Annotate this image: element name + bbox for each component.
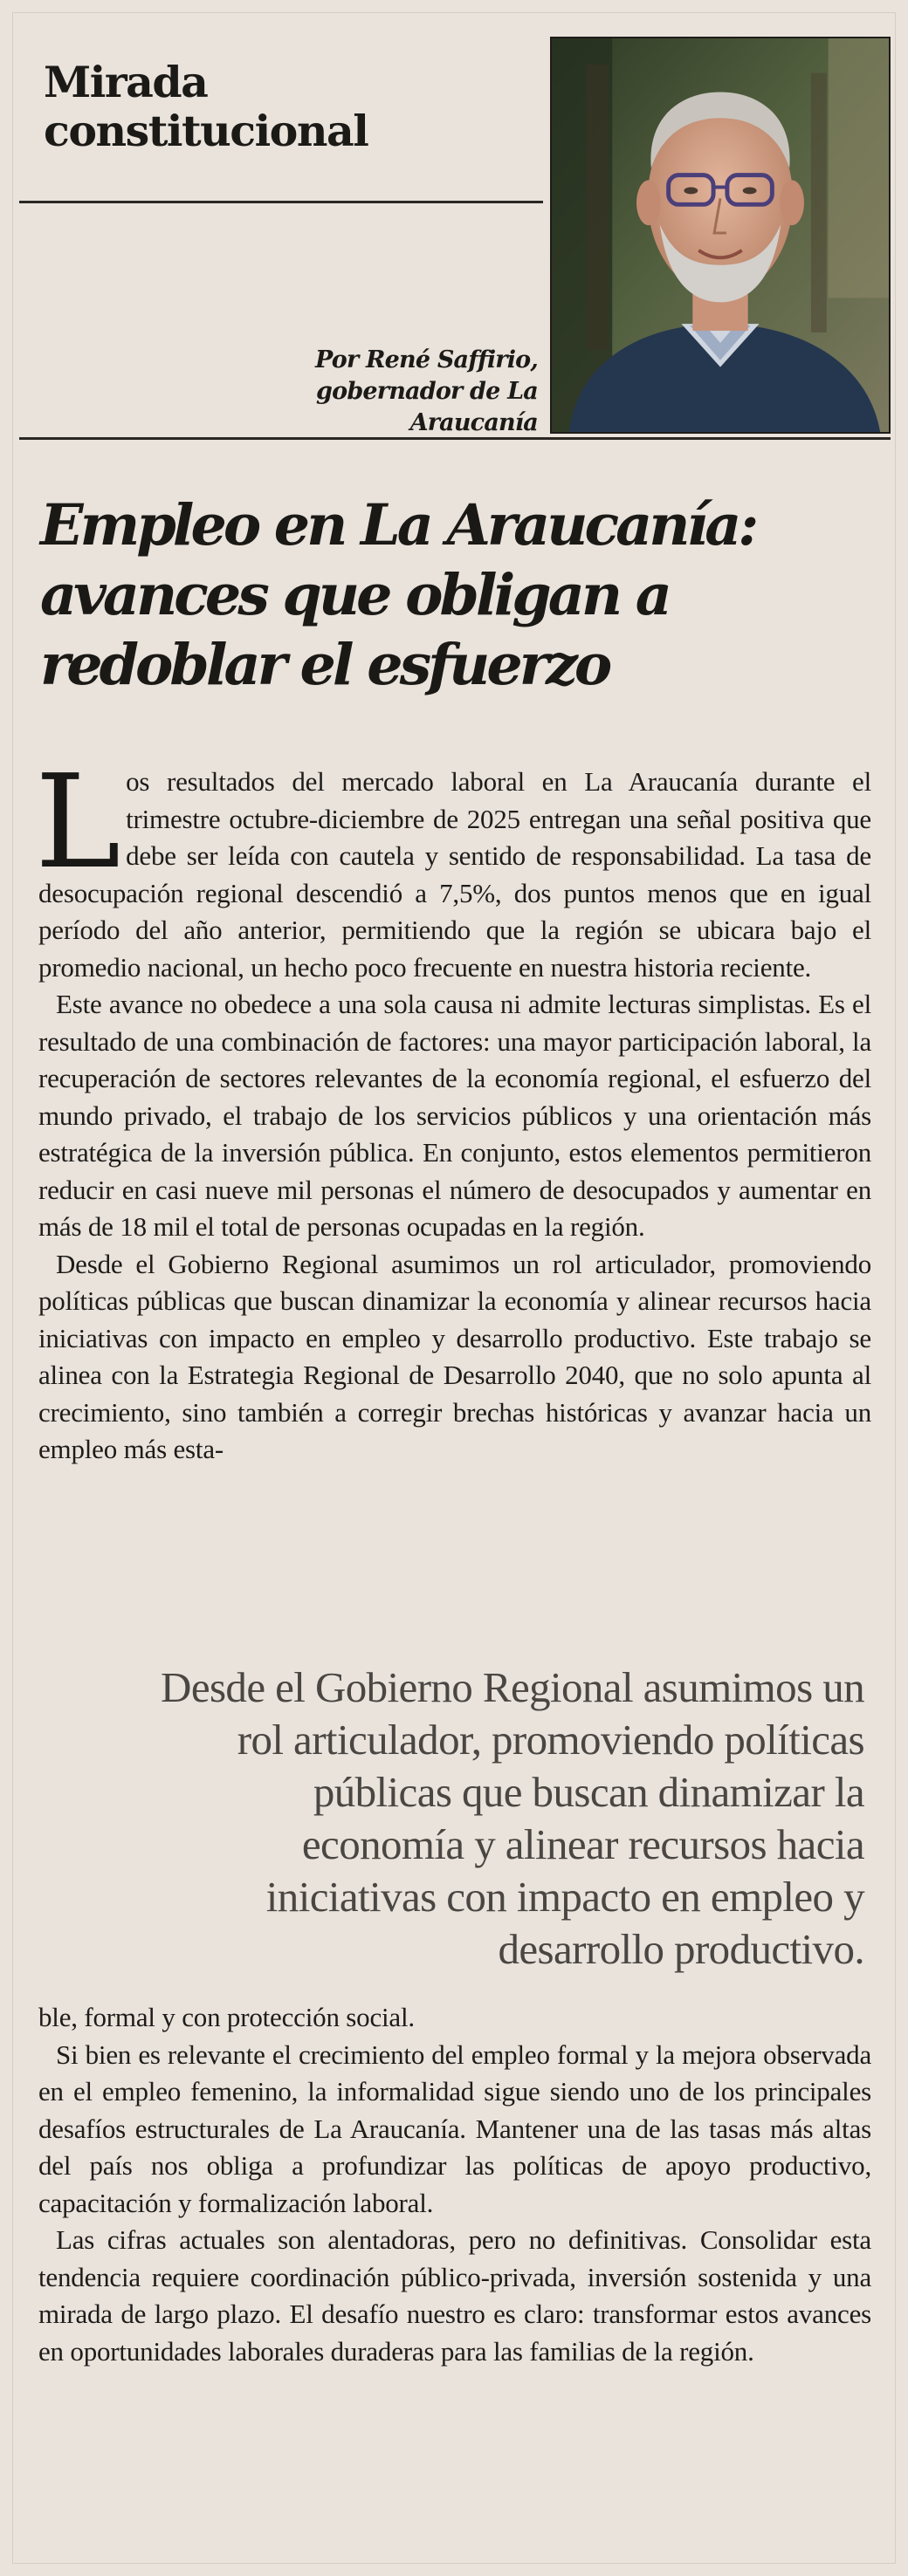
paragraph: Desde el Gobierno Regional asumimos un rol articulador, promoviendo políticas públicas que buscan dinamizar la economía y alinear recursos hacia iniciativas con impacto en empleo y desarrollo productivo. Este trabajo se alinea con la Estrategia Regional de Desarrollo 2040, que no solo apunta al crecimiento, sino también a corregir brechas históricas y avanzar hacia un empleo más esta- xyxy=(38,1248,871,1464)
article-body-first xyxy=(35,747,871,1469)
paragraph: Si bien es relevante el crecimiento del empleo formal y la mejora observada en el empleo femenino, la informalidad sigue siendo uno de los principales desafíos estructurales de La Araucanía. Mantener una de las tasas más altas del país nos obliga a profundizar las políticas de apoyo productivo, capacitación y formalización laboral. xyxy=(38,2038,871,2218)
pull-quote-line: rol articulador, promoviendo políticas xyxy=(237,1716,864,1764)
article-body-second xyxy=(38,1999,871,2370)
paragraph: Este avance no obedece a una sola causa ni admite lecturas simplistas. Es el resultado de una combinación de factores: una mayor participación laboral, la recuperación de sectores relevantes de la economía regional, el esfuerzo del mundo privado, el trabajo de los servicios públicos y una orientación más estratégica de la inversión pública. En conjunto, estos elementos permitieron reducir en casi nueve mil personas el número de desocupados y aumentar en más de 18 mil el total de personas ocupadas en la región. xyxy=(38,989,871,1242)
headline-line: avances que obligan a xyxy=(40,562,669,628)
pull-quote-line: economía y alinear recursos hacia xyxy=(301,1820,864,1868)
paragraph-text: os resultados del mercado laboral en La Araucanía durante el trimestre octubre-diciembre de 2025 entregan una señal positiva que debe ser leída con cautela y sentido de responsabilidad. La tasa de desocupación regional descendió a 7,5%, dos puntos menos que en igual período del año anterior, permitiendo que la región se ubicara bajo el promedio nacional, un hecho poco frecuente en nuestra historia reciente. xyxy=(38,766,871,983)
paragraph: Las cifras actuales son alentadoras, pero no definitivas. Consolidar esta tendencia requiere coordinación público-privada, inversión sostenida y una mirada de largo plazo. El desafío nuestro es claro: transformar estos avances en oportunidades laborales duraderas para las familias de la región. xyxy=(38,2224,871,2367)
pull-quote-line: desarrollo productivo. xyxy=(498,1925,864,1973)
paragraph-continuation: ble, formal y con protección social. xyxy=(38,2002,415,2032)
pull-quote-line: Desde el Gobierno Regional asumimos un xyxy=(161,1663,864,1711)
header-divider xyxy=(19,201,543,203)
byline-author: Por René Saffirio, xyxy=(314,346,538,373)
drop-cap: L xyxy=(35,747,121,897)
section-label: Mirada constitucional xyxy=(44,57,368,156)
author-portrait-icon xyxy=(552,38,889,432)
headline-line: Empleo en La Araucanía: xyxy=(40,492,756,558)
headline xyxy=(40,490,878,700)
pull-quote-line: iniciativas con impacto en empleo y xyxy=(265,1873,864,1921)
headline-line: redoblar el esfuerzo xyxy=(40,632,609,698)
paragraph xyxy=(35,747,871,986)
byline-title: gobernador de La Araucanía xyxy=(316,378,538,436)
pull-quote xyxy=(45,1661,864,1976)
byline xyxy=(218,345,538,439)
author-photo xyxy=(550,37,891,434)
pull-quote-line: públicas que buscan dinamizar la xyxy=(313,1768,864,1816)
header-bottom-divider xyxy=(19,437,891,440)
